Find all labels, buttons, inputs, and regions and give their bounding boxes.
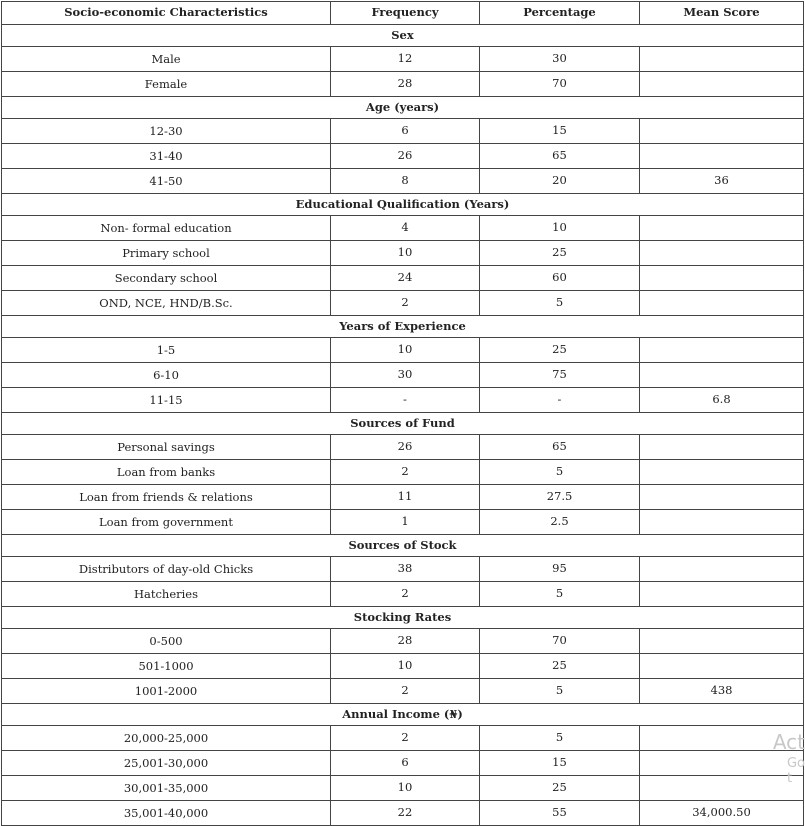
- cell-characteristic: Female: [2, 72, 331, 97]
- table-row: [2, 363, 804, 388]
- cell-frequency: 2: [331, 460, 480, 485]
- cell-frequency: 2: [331, 582, 480, 607]
- cell-characteristic: Loan from friends & relations: [2, 485, 331, 510]
- cell-frequency: 6: [331, 751, 480, 776]
- table-row: [2, 435, 804, 460]
- cell-mean-score: [640, 266, 804, 291]
- cell-percentage: 75: [480, 363, 640, 388]
- table-row: [2, 169, 804, 194]
- section-header-row: [2, 194, 804, 216]
- table-row: [2, 291, 804, 316]
- cell-frequency: 11: [331, 485, 480, 510]
- table-row: [2, 388, 804, 413]
- table-row: [2, 751, 804, 776]
- cell-characteristic: Loan from government: [2, 510, 331, 535]
- table-row: [2, 241, 804, 266]
- cell-characteristic: 20,000-25,000: [2, 726, 331, 751]
- cell-percentage: 60: [480, 266, 640, 291]
- cell-characteristic: 0-500: [2, 629, 331, 654]
- section-header-row: [2, 704, 804, 726]
- cell-mean-score: [640, 629, 804, 654]
- cell-percentage: 65: [480, 435, 640, 460]
- cell-frequency: 22: [331, 801, 480, 826]
- section-title: Sex: [2, 25, 804, 47]
- header-mean-score: Mean Score: [640, 2, 804, 25]
- cell-mean-score: [640, 363, 804, 388]
- cell-percentage: 25: [480, 338, 640, 363]
- cell-characteristic: Distributors of day-old Chicks: [2, 557, 331, 582]
- cell-mean-score: 36: [640, 169, 804, 194]
- cell-frequency: 12: [331, 47, 480, 72]
- cell-mean-score: [640, 510, 804, 535]
- cell-mean-score: [640, 751, 804, 776]
- cell-percentage: 30: [480, 47, 640, 72]
- cell-percentage: 5: [480, 679, 640, 704]
- cell-percentage: 10: [480, 216, 640, 241]
- section-header-row: [2, 413, 804, 435]
- cell-percentage: 5: [480, 460, 640, 485]
- section-title: Stocking Rates: [2, 607, 804, 629]
- cell-percentage: 55: [480, 801, 640, 826]
- cell-frequency: 2: [331, 726, 480, 751]
- cell-mean-score: [640, 460, 804, 485]
- cell-mean-score: [640, 72, 804, 97]
- cell-percentage: 2.5: [480, 510, 640, 535]
- cell-characteristic: OND, NCE, HND/B.Sc.: [2, 291, 331, 316]
- table-row: [2, 485, 804, 510]
- cell-characteristic: Loan from banks: [2, 460, 331, 485]
- cell-mean-score: [640, 485, 804, 510]
- cell-mean-score: [640, 338, 804, 363]
- table-row: [2, 654, 804, 679]
- table-row: [2, 557, 804, 582]
- cell-frequency: 2: [331, 291, 480, 316]
- cell-characteristic: 12-30: [2, 119, 331, 144]
- section-title: Age (years): [2, 97, 804, 119]
- table-row: [2, 801, 804, 826]
- table-body: [2, 25, 804, 826]
- section-title: Sources of Stock: [2, 535, 804, 557]
- cell-percentage: 15: [480, 751, 640, 776]
- cell-characteristic: Non- formal education: [2, 216, 331, 241]
- cell-frequency: 38: [331, 557, 480, 582]
- cell-mean-score: [640, 216, 804, 241]
- cell-mean-score: [640, 582, 804, 607]
- table-row: [2, 629, 804, 654]
- cell-characteristic: 6-10: [2, 363, 331, 388]
- cell-frequency: 10: [331, 338, 480, 363]
- cell-frequency: 26: [331, 435, 480, 460]
- header-frequency: Frequency: [331, 2, 480, 25]
- cell-percentage: 5: [480, 291, 640, 316]
- table-row: [2, 679, 804, 704]
- cell-mean-score: [640, 47, 804, 72]
- cell-frequency: 8: [331, 169, 480, 194]
- cell-characteristic: Hatcheries: [2, 582, 331, 607]
- table-row: [2, 144, 804, 169]
- cell-mean-score: [640, 241, 804, 266]
- section-title: Sources of Fund: [2, 413, 804, 435]
- cell-frequency: 1: [331, 510, 480, 535]
- cell-percentage: 25: [480, 776, 640, 801]
- cell-percentage: 25: [480, 654, 640, 679]
- cell-frequency: 26: [331, 144, 480, 169]
- cell-frequency: 10: [331, 654, 480, 679]
- cell-percentage: -: [480, 388, 640, 413]
- cell-percentage: 65: [480, 144, 640, 169]
- section-header-row: [2, 316, 804, 338]
- section-title: Educational Qualification (Years): [2, 194, 804, 216]
- cell-percentage: 5: [480, 582, 640, 607]
- table-row: [2, 510, 804, 535]
- cell-frequency: 24: [331, 266, 480, 291]
- cell-percentage: 15: [480, 119, 640, 144]
- cell-mean-score: 34,000.50: [640, 801, 804, 826]
- cell-characteristic: 31-40: [2, 144, 331, 169]
- cell-characteristic: 501-1000: [2, 654, 331, 679]
- cell-mean-score: [640, 776, 804, 801]
- cell-percentage: 5: [480, 726, 640, 751]
- section-title: Years of Experience: [2, 316, 804, 338]
- header-percentage: Percentage: [480, 2, 640, 25]
- cell-mean-score: [640, 435, 804, 460]
- cell-frequency: 28: [331, 629, 480, 654]
- cell-frequency: 6: [331, 119, 480, 144]
- cell-mean-score: [640, 654, 804, 679]
- table-row: [2, 216, 804, 241]
- table-row: [2, 338, 804, 363]
- cell-frequency: 28: [331, 72, 480, 97]
- table-row: [2, 72, 804, 97]
- section-header-row: [2, 97, 804, 119]
- cell-characteristic: 1001-2000: [2, 679, 331, 704]
- cell-characteristic: 25,001-30,000: [2, 751, 331, 776]
- cell-characteristic: Male: [2, 47, 331, 72]
- header-row: [2, 2, 804, 25]
- section-header-row: [2, 25, 804, 47]
- cell-characteristic: 41-50: [2, 169, 331, 194]
- header-characteristics: Socio-economic Characteristics: [2, 2, 331, 25]
- cell-frequency: 10: [331, 776, 480, 801]
- cell-mean-score: [640, 291, 804, 316]
- table-row: [2, 776, 804, 801]
- cell-characteristic: 11-15: [2, 388, 331, 413]
- cell-characteristic: 1-5: [2, 338, 331, 363]
- table-row: [2, 119, 804, 144]
- cell-mean-score: 6.8: [640, 388, 804, 413]
- cell-percentage: 70: [480, 629, 640, 654]
- section-header-row: [2, 535, 804, 557]
- section-header-row: [2, 607, 804, 629]
- cell-mean-score: 438: [640, 679, 804, 704]
- watermark-line1: Act: [772, 730, 805, 754]
- cell-frequency: 4: [331, 216, 480, 241]
- watermark-line2: Go t: [786, 756, 805, 786]
- socio-economic-table: [1, 1, 804, 826]
- table-row: [2, 726, 804, 751]
- cell-percentage: 95: [480, 557, 640, 582]
- cell-characteristic: Primary school: [2, 241, 331, 266]
- section-title: Annual Income (₦): [2, 704, 804, 726]
- cell-frequency: 2: [331, 679, 480, 704]
- cell-characteristic: Personal savings: [2, 435, 331, 460]
- cell-percentage: 27.5: [480, 485, 640, 510]
- cell-frequency: 30: [331, 363, 480, 388]
- cell-characteristic: 35,001-40,000: [2, 801, 331, 826]
- cell-percentage: 20: [480, 169, 640, 194]
- cell-characteristic: Secondary school: [2, 266, 331, 291]
- cell-mean-score: [640, 557, 804, 582]
- cell-percentage: 70: [480, 72, 640, 97]
- table-row: [2, 460, 804, 485]
- cell-frequency: -: [331, 388, 480, 413]
- table-row: [2, 266, 804, 291]
- cell-frequency: 10: [331, 241, 480, 266]
- cell-percentage: 25: [480, 241, 640, 266]
- cell-characteristic: 30,001-35,000: [2, 776, 331, 801]
- table-row: [2, 582, 804, 607]
- table-row: [2, 47, 804, 72]
- cell-mean-score: [640, 119, 804, 144]
- cell-mean-score: [640, 144, 804, 169]
